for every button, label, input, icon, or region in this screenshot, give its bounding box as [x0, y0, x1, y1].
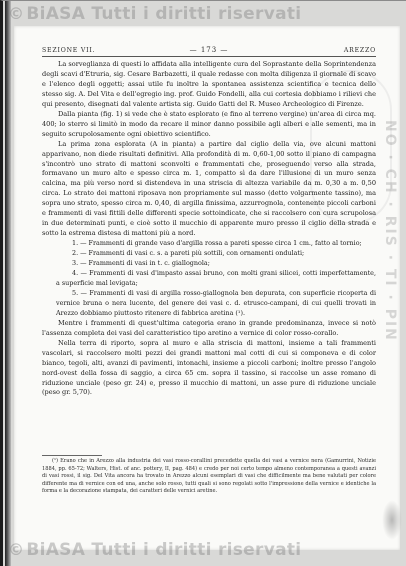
footnote-rule — [42, 455, 102, 456]
scan-artifact — [382, 500, 402, 540]
watermark-top-text: BiASA Tutti i diritti riservati — [26, 4, 302, 24]
vertical-watermark: NO · CH · RIS · TI · PIN — [382, 120, 398, 342]
running-header — [42, 44, 376, 56]
watermark-bottom — [8, 540, 301, 560]
page-number: — 173 — — [189, 46, 229, 54]
copyright-icon: © — [8, 540, 25, 559]
book-spine-shadow — [5, 0, 11, 566]
paragraph: Nella terra di riporto, sopra al muro e alla striscia di mattoni, insieme a tali frammenti vascolari, si raccolsero molti pezzi dei grandi mattoni mal cotti di cui si componeva e di color bianco, tegoli, alti, avanzi di pavimenti, intonachi, insieme a piccoli carboni; inoltre presso l'angolo nord-ovest della fossa di saggio, a circa 65 cm. sopra il tassino, si raccolse un asse romano di riduzione unciale (peso gr. 24) e, presso il mucchio di mattoni, un asse pure di riduzione unciale (peso gr. 5,70). — [42, 338, 376, 397]
header-place: AREZZO — [343, 46, 376, 54]
list-item: 5. — Frammenti di vasi di argilla rosso-giallognola ben depurata, con superficie ricoperta di vernice bruna o nera lucente, del genere dei vasi c. d. etrusco-campani, di cui quelli trovati in Arezzo dobbiamo piuttosto ritenere di fabbrica aretina (¹). — [56, 288, 376, 317]
paragraph: Dalla pianta (fig. 1) si vede che è stato esplorato (e fino al terreno vergine) un'area di circa mq. 400; lo sterro si limitò in modo da recare il minor danno possibile agli alberi e alle sementi, ma in seguito scrupolosamente ogni obiettivo scientifico. — [42, 109, 376, 138]
watermark-top — [8, 4, 301, 24]
footnote: (¹) Erano che in Arezzo alla industria dei vasi rosso-corallini precedette quella dei vasi a vernice nera (Gamurrini, Notizie 1884, pp. 65-72; Walters, Hist. of anc. pottery, II, pag. 484) e credo per noi certo tempo almeno contemporanea a questi avanzi di vasi rossi, il sig. Del Vita ancora ha trovato in Arezzo alcuni esemplari di vasi che difficilmente ma bene valutati per colore differente ma di vernice con ed una, anche solo rosso, tutti quali si sono regolati sotto l'impressione della vernice e identiche la forma e la decorazione stampata, dei caratteri delle vernici aretine. — [42, 458, 376, 495]
paragraph: Mentre i frammenti di quest'ultima categoria erano in grande predominanza, invece si notò l'assenza completa dei vasi del caratteristico tipo aretino a vernice di color rosso-corallo. — [42, 318, 376, 337]
header-section: SEZIONE VII. — [42, 46, 96, 54]
copyright-icon: © — [8, 4, 25, 23]
list-item: 3. — Frammenti di vasi in t. c. giallognola; — [72, 259, 210, 268]
paragraph: La sorveglianza di questi lo affidata alla intelligente cura del Soprastante della Soprintendenza degli scavi d'Etruria, sig. Cesare Barbazetti, il quale redasse con molta diligenza il giornale di scavo e l'elenco degli oggetti; assai utile fu inoltre la spontanea assistenza scientifica e tecnica dello stesso sig. A. Del Vita e dell'egregio ing. prof. Guido Fondelli, alla cui cortesia dobbiamo i rilievi che qui presento, disegnati dal valente artista sig. Guido Gatti del R. Museo Archeologico di Firenze. — [42, 60, 376, 108]
main-text — [42, 60, 376, 398]
list-item: 2. — Frammenti di vasi c. s. a pareti più sottili, con ornamenti ondulati; — [72, 249, 305, 258]
watermark-bottom-text: BiASA Tutti i diritti riservati — [26, 540, 302, 560]
list-item: 4. — Frammenti di vasi d'impasto assai bruno, con molti grani silicei, cotti imperfettamente, a superficie mal levigata; — [56, 269, 376, 287]
paragraph: La prima zona esplorata (A in pianta) a partire dal ciglio della via, ove alcuni mattoni apparivano, non diede risultati definitivi. Alla profondità di m. 0,60-1,00 sotto il piano di campagna s'incontrò uno strato di mattoni sconvolti e frammentati che, proseguendo verso alla strada, formavano un muro alto e spesso circa m. 1, compatto sì da dare l'illusione di un muro senza calcina, ma più verso nord si distendeva in una striscia di altezza variabile da m. 0,30 a m. 0,50 circa. Lo strato dei mattoni riposava non propriamente sul masso (detto volgarmente tassino), ma sopra uno strato, spesso circa m. 0,40, di argilla finissima, azzurrognola, contenente piccoli carboni e frammenti di vasi fittili delle differenti specie sottoindicate, che si raccolsero con cura scrupolosa in due determinati punti, e cioè sotto il mucchio di apparente muro presso il ciglio della strada e sotto la estrema distesa di mattoni più a nord. — [42, 139, 376, 238]
footnotes — [42, 458, 376, 496]
header-rule — [42, 56, 376, 57]
list-item: 1. — Frammenti di grande vaso d'argilla rossa a pareti spesse circa 1 cm., fatto al tornio; — [72, 239, 362, 248]
